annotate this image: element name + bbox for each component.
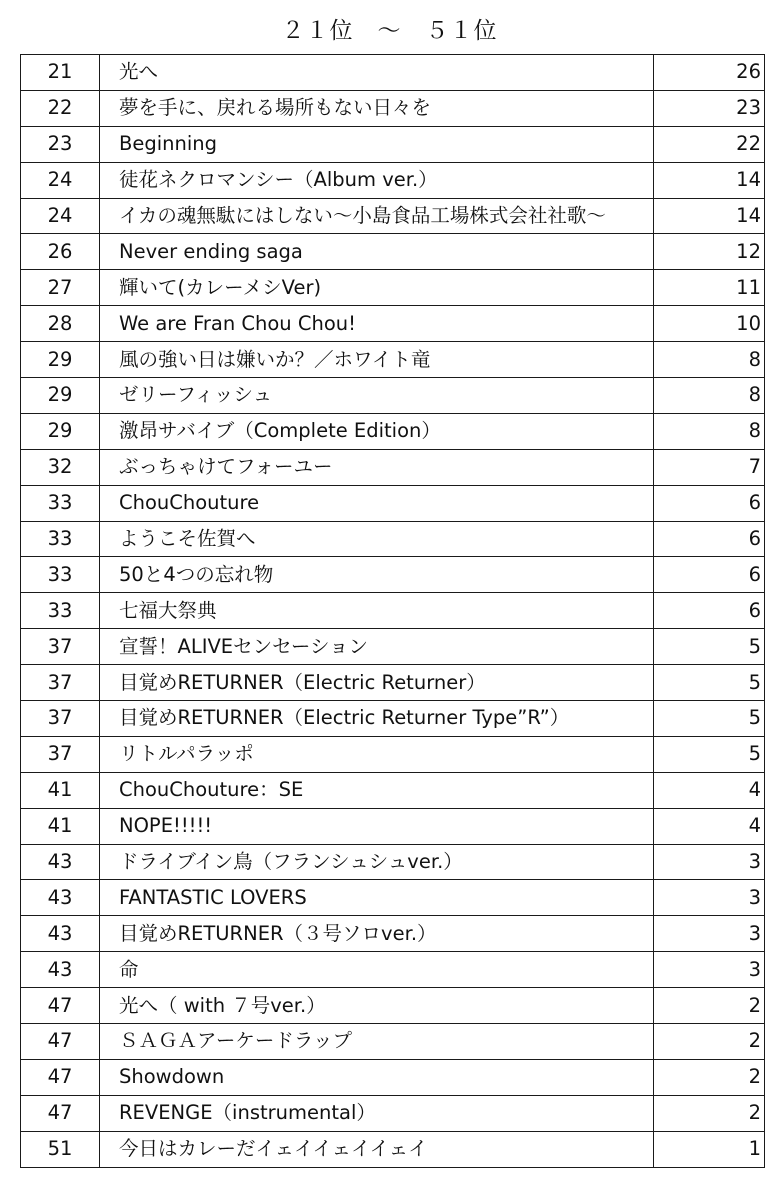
rank-cell: 47 [21,1059,100,1095]
table-row [21,808,765,844]
song-title-cell: 激昂サバイブ（Complete Edition） [100,413,654,449]
rank-cell: 33 [21,593,100,629]
song-title-cell: 今日はカレーだイェイイェイイェイ [100,1131,654,1167]
vote-count-cell: 3 [654,844,765,880]
rank-cell: 43 [21,880,100,916]
song-title-cell: ChouChouture：SE [100,772,654,808]
vote-count-cell: 6 [654,485,765,521]
table-row [21,413,765,449]
table-row [21,916,765,952]
song-title-cell: 目覚めRETURNER（３号ソロver.） [100,916,654,952]
song-title-cell: NOPE!!!!! [100,808,654,844]
vote-count-cell: 2 [654,1059,765,1095]
song-title-cell: 風の強い日は嫌いか？／ホワイト竜 [100,342,654,378]
song-title-cell: FANTASTIC LOVERS [100,880,654,916]
table-row [21,1095,765,1131]
table-row [21,55,765,91]
song-title-cell: 宣誓！ALIVEセンセーション [100,629,654,665]
vote-count-cell: 2 [654,988,765,1024]
rank-cell: 32 [21,449,100,485]
table-row [21,772,765,808]
song-title-cell: REVENGE（instrumental） [100,1095,654,1131]
vote-count-cell: 5 [654,629,765,665]
song-title-cell: ゼリーフィッシュ [100,378,654,414]
rank-cell: 29 [21,342,100,378]
table-row [21,736,765,772]
song-title-cell: Beginning [100,126,654,162]
vote-count-cell: 8 [654,342,765,378]
rank-cell: 43 [21,844,100,880]
song-title-cell: 命 [100,952,654,988]
rank-cell: 29 [21,413,100,449]
song-title-cell: リトルパラッポ [100,736,654,772]
rank-cell: 24 [21,198,100,234]
vote-count-cell: 5 [654,701,765,737]
vote-count-cell: 10 [654,306,765,342]
rank-cell: 33 [21,521,100,557]
vote-count-cell: 8 [654,413,765,449]
song-title-cell: 50と4つの忘れ物 [100,557,654,593]
table-row [21,234,765,270]
table-row [21,90,765,126]
song-title-cell: 目覚めRETURNER（Electric Returner） [100,665,654,701]
vote-count-cell: 6 [654,521,765,557]
ranking-table [20,54,765,1168]
rank-cell: 43 [21,916,100,952]
song-title-cell: 七福大祭典 [100,593,654,629]
song-title-cell: イカの魂無駄にはしない～小島食品工場株式会社社歌～ [100,198,654,234]
vote-count-cell: 14 [654,162,765,198]
vote-count-cell: 3 [654,916,765,952]
song-title-cell: 光へ（ with ７号ver.） [100,988,654,1024]
song-title-cell: 光へ [100,55,654,91]
rank-cell: 47 [21,1024,100,1060]
song-title-cell: Never ending saga [100,234,654,270]
rank-cell: 27 [21,270,100,306]
vote-count-cell: 14 [654,198,765,234]
rank-cell: 26 [21,234,100,270]
table-row [21,557,765,593]
vote-count-cell: 11 [654,270,765,306]
table-row [21,988,765,1024]
vote-count-cell: 1 [654,1131,765,1167]
vote-count-cell: 6 [654,593,765,629]
vote-count-cell: 2 [654,1095,765,1131]
table-row [21,306,765,342]
song-title-cell: ぶっちゃけてフォーユー [100,449,654,485]
vote-count-cell: 5 [654,665,765,701]
vote-count-cell: 2 [654,1024,765,1060]
rank-cell: 37 [21,629,100,665]
song-title-cell: 輝いて(カレーメシVer) [100,270,654,306]
rank-cell: 41 [21,772,100,808]
table-row [21,665,765,701]
table-row [21,378,765,414]
table-row [21,1024,765,1060]
vote-count-cell: 26 [654,55,765,91]
table-row [21,198,765,234]
rank-cell: 37 [21,701,100,737]
vote-count-cell: 22 [654,126,765,162]
table-row [21,521,765,557]
rank-cell: 37 [21,665,100,701]
table-row [21,1131,765,1167]
song-title-cell: ChouChouture [100,485,654,521]
song-title-cell: ドライブイン鳥（フランシュシュver.） [100,844,654,880]
table-row [21,880,765,916]
vote-count-cell: 23 [654,90,765,126]
table-row [21,1059,765,1095]
vote-count-cell: 5 [654,736,765,772]
song-title-cell: Showdown [100,1059,654,1095]
table-row [21,593,765,629]
table-row [21,844,765,880]
song-title-cell: ＳＡＧＡアーケードラップ [100,1024,654,1060]
rank-cell: 21 [21,55,100,91]
table-row [21,126,765,162]
song-title-cell: 徒花ネクロマンシー（Album ver.） [100,162,654,198]
song-title-cell: We are Fran Chou Chou! [100,306,654,342]
song-title-cell: 目覚めRETURNER（Electric Returner Type”R”） [100,701,654,737]
song-title-cell: ようこそ佐賀へ [100,521,654,557]
rank-cell: 51 [21,1131,100,1167]
rank-cell: 24 [21,162,100,198]
rank-cell: 43 [21,952,100,988]
rank-cell: 29 [21,378,100,414]
vote-count-cell: 3 [654,880,765,916]
song-title-cell: 夢を手に、戻れる場所もない日々を [100,90,654,126]
rank-cell: 33 [21,485,100,521]
vote-count-cell: 4 [654,772,765,808]
vote-count-cell: 6 [654,557,765,593]
table-row [21,485,765,521]
table-row [21,162,765,198]
rank-cell: 28 [21,306,100,342]
rank-cell: 41 [21,808,100,844]
rank-cell: 33 [21,557,100,593]
vote-count-cell: 8 [654,378,765,414]
rank-cell: 23 [21,126,100,162]
rank-cell: 47 [21,1095,100,1131]
ranking-table-body [21,55,765,1168]
vote-count-cell: 7 [654,449,765,485]
vote-count-cell: 12 [654,234,765,270]
rank-cell: 22 [21,90,100,126]
table-row [21,701,765,737]
table-row [21,342,765,378]
table-row [21,952,765,988]
rank-cell: 37 [21,736,100,772]
rank-cell: 47 [21,988,100,1024]
page-title: ２１位 ～ ５１位 [281,18,498,44]
table-row [21,449,765,485]
vote-count-cell: 4 [654,808,765,844]
table-row [21,270,765,306]
table-row [21,629,765,665]
vote-count-cell: 3 [654,952,765,988]
